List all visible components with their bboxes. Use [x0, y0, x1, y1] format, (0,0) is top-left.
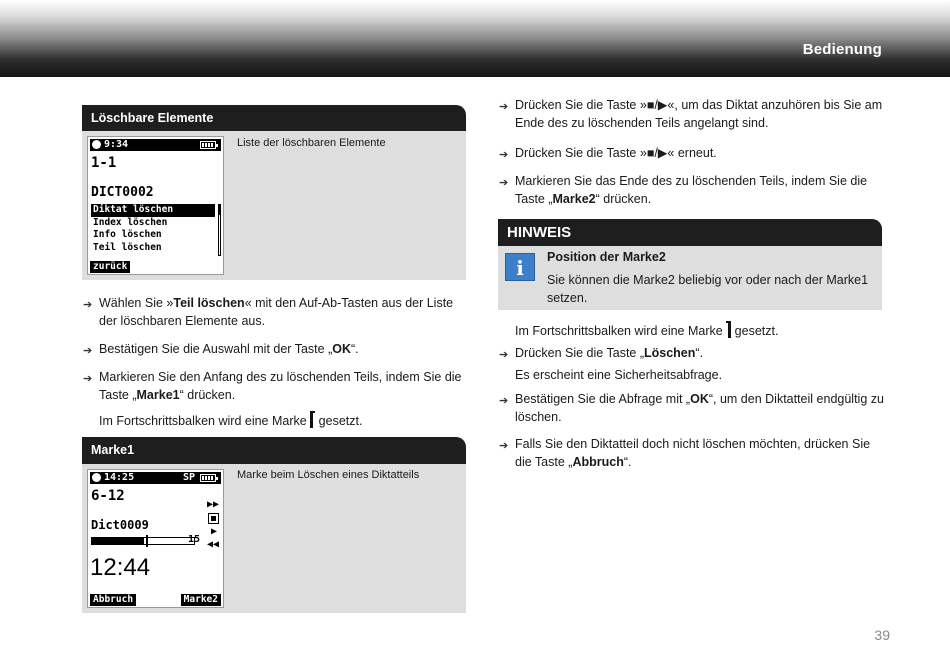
device-screen-delete-menu: [87, 136, 224, 275]
step-arrow-icon: ➔: [499, 149, 509, 161]
marke2-button[interactable]: Marke2: [181, 594, 221, 606]
hinweis-heading: Position der Marke2: [547, 250, 666, 264]
box-title-text: Marke1: [91, 443, 135, 457]
abbruch-button[interactable]: Abbruch: [90, 594, 136, 606]
step-arrow-icon: ➔: [83, 299, 93, 311]
step-text: Markieren Sie das Ende des zu löschenden Teils, indem Sie die Taste „: [515, 174, 868, 206]
step-bold-text: Löschen: [644, 346, 696, 360]
page-number: 39: [874, 627, 890, 643]
menu-item-index-loeschen[interactable]: Index löschen: [93, 216, 168, 228]
clock-icon: [92, 473, 101, 482]
hinweis-title-text: HINWEIS: [507, 224, 572, 241]
note-marker-set: [99, 411, 464, 431]
recording-index: 6-12: [91, 488, 125, 504]
elapsed-time: 12:44: [90, 554, 151, 581]
status-time: 14:25: [104, 472, 135, 483]
step-text: “.: [623, 454, 632, 469]
menu-item-diktat-loeschen[interactable]: Diktat löschen: [91, 204, 215, 217]
menu-list: [91, 204, 218, 254]
device-screen-marke1: [87, 469, 224, 608]
step-text: Bestätigen Sie die Abfrage mit „: [515, 392, 691, 406]
hinweis-title: [498, 219, 882, 246]
screen-caption: Marke beim Löschen eines Diktatteils: [237, 469, 420, 481]
dictation-name: Dict0009: [91, 518, 149, 532]
marker-start-icon: [310, 411, 315, 428]
progress-bar: [91, 537, 195, 545]
step-text: Markieren Sie den Anfang des zu löschenden Teils, indem Sie die Taste „: [99, 370, 462, 402]
sp-indicator: SP: [182, 472, 195, 483]
step-text: “.: [350, 342, 359, 356]
fast-forward-icon: ▶▶: [206, 499, 219, 510]
marker-start-icon: [146, 535, 148, 547]
step-text: Bestätigen Sie die Auswahl mit der Taste „: [99, 342, 333, 356]
back-button[interactable]: zurück: [90, 261, 130, 273]
step-bold-text: Marke1: [136, 387, 180, 402]
step-arrow-icon: ➔: [83, 345, 93, 357]
step-press-again: [515, 145, 885, 163]
hinweis-text: Sie können die Marke2 beliebig vor oder nach der Marke1 setzen.: [547, 273, 869, 305]
play-icon: ▶: [210, 526, 217, 537]
step-text: “, um den Diktatteil endgültig zu löschen.: [515, 392, 884, 424]
step-arrow-icon: ➔: [499, 395, 509, 407]
step-confirm-ok: [99, 341, 464, 359]
section-title: Bedienung: [802, 41, 882, 58]
status-bar: [90, 472, 221, 484]
step-text: Drücken Sie die Taste »■/▶«, um das Diktat anzuhören bis Sie am Ende des zu löschenden Teils angelangt sind.: [515, 98, 883, 130]
status-time: 9:34: [104, 139, 129, 150]
step-bold-text: Abbruch: [572, 454, 624, 469]
stop-icon: [208, 513, 219, 524]
clock-icon: [92, 140, 101, 149]
screen-caption: Liste der löschbaren Elemente: [237, 137, 386, 149]
step-text: “.: [695, 346, 704, 360]
step-confirm-delete: [515, 391, 885, 426]
step-arrow-icon: ➔: [499, 349, 509, 361]
status-bar: [90, 139, 221, 151]
progress-value: 15: [188, 534, 201, 545]
step-listen: [515, 97, 885, 132]
menu-item-info-loeschen[interactable]: Info löschen: [93, 229, 162, 240]
step-mark-start: [99, 369, 464, 404]
step-arrow-icon: ➔: [83, 373, 93, 385]
step-text: Drücken Sie die Taste »■/▶« erneut.: [515, 146, 717, 160]
step-text: “ drücken.: [595, 191, 652, 206]
battery-icon: [200, 141, 216, 149]
recording-index: 1-1: [91, 155, 117, 171]
step-text: “ drücken.: [179, 387, 236, 402]
step-press-loeschen: [515, 345, 885, 363]
box-title-marke1: [82, 437, 466, 464]
menu-scrollbar[interactable]: [218, 204, 221, 256]
progress-fill: [92, 538, 144, 544]
battery-icon: [200, 474, 216, 482]
note-text: Im Fortschrittsbalken wird eine Marke: [515, 324, 723, 338]
step-arrow-icon: ➔: [499, 101, 509, 113]
menu-item-teil-loeschen[interactable]: Teil löschen: [93, 241, 162, 253]
rewind-icon: ◀◀: [206, 539, 219, 550]
scrollbar-thumb[interactable]: [219, 205, 220, 215]
step-text: Wählen Sie »: [99, 296, 174, 310]
info-icon: i: [505, 253, 535, 281]
step-text: « mit den Auf-Ab-Tasten aus der Liste der löschbaren Elemente aus.: [99, 296, 454, 328]
dictation-name: DICT0002: [91, 185, 154, 200]
marker-end-icon: [726, 321, 731, 338]
step-text: Falls Sie den Diktatteil doch nicht löschen möchten, drücken Sie die Taste „: [515, 437, 871, 469]
step-bold-text: OK: [332, 342, 351, 356]
header-band: [0, 0, 950, 77]
note-text: gesetzt.: [318, 414, 363, 428]
note-text: gesetzt.: [734, 324, 779, 338]
step-cancel: [515, 436, 885, 471]
note-text: Im Fortschrittsbalken wird eine Marke: [99, 414, 307, 428]
step-arrow-icon: ➔: [499, 440, 509, 452]
box-title-text: Löschbare Elemente: [91, 111, 214, 125]
step-bold-text: OK: [690, 392, 709, 406]
box-title-loeschbare-elemente: [82, 105, 466, 131]
step-bold-text: Marke2: [552, 191, 596, 206]
step-arrow-icon: ➔: [499, 177, 509, 189]
step-text: Drücken Sie die Taste „: [515, 346, 644, 360]
step-bold-text: Teil löschen: [173, 296, 245, 310]
note-marker-set-end: [515, 321, 885, 341]
step-mark-end: [515, 173, 885, 208]
note-safety-prompt: Es erscheint eine Sicherheitsabfrage.: [515, 368, 723, 382]
step-select-teil-loeschen: [99, 295, 464, 330]
